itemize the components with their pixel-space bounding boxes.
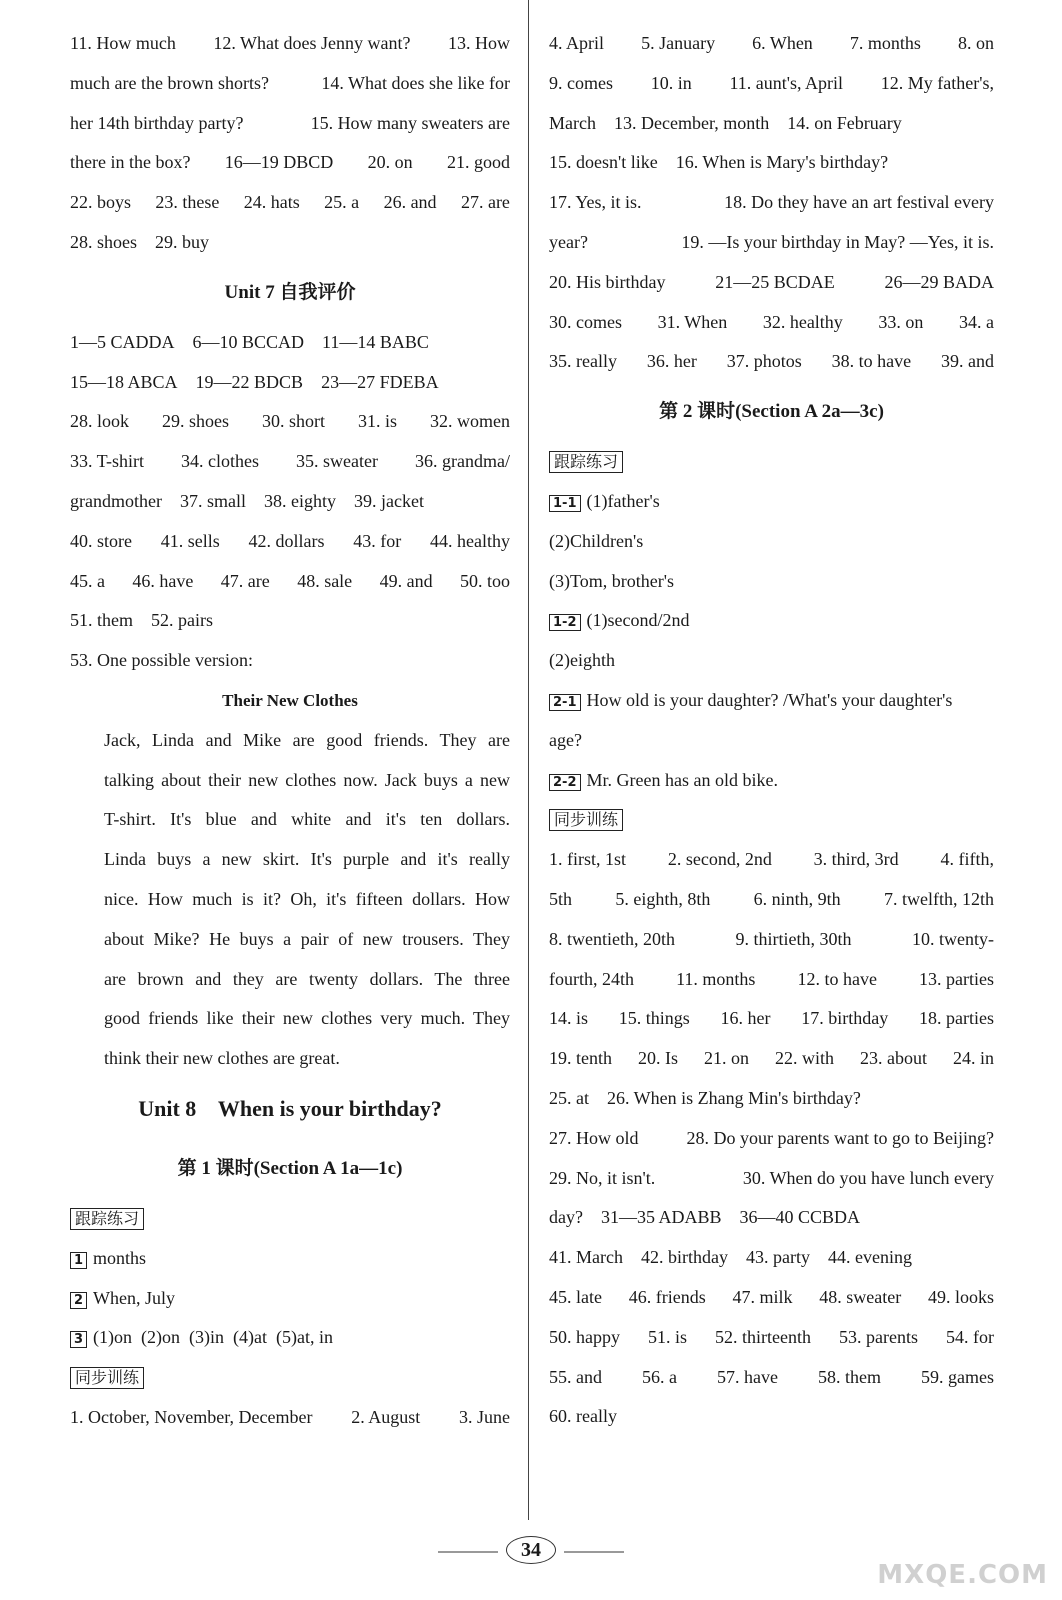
- answer-item: 34. a: [959, 311, 994, 332]
- answer-line: [549, 1278, 994, 1318]
- answer-item: 27. are: [460, 192, 510, 213]
- answer-item: 43. party: [745, 1247, 810, 1268]
- question-number-box: 2-2: [549, 774, 581, 791]
- answer-line: [70, 323, 510, 363]
- answer-item: 11. months: [676, 968, 756, 989]
- answer-item: 49. looks: [927, 1286, 994, 1307]
- answer-item: 4. April: [549, 33, 605, 53]
- answer-line: [549, 1159, 994, 1199]
- answer-item: 32. women: [429, 411, 510, 432]
- answer-line: [549, 64, 994, 104]
- answer-item: 28. shoes: [70, 231, 137, 252]
- answer-item: 23. these: [155, 192, 220, 213]
- answer-item: 44. healthy: [430, 530, 510, 551]
- answer-line: [549, 263, 994, 303]
- answer-item: 43. for: [353, 530, 402, 551]
- answer-item: 11. How much: [70, 33, 176, 53]
- answer-line: [549, 303, 994, 343]
- answer-item: 55. and: [549, 1366, 602, 1387]
- answer-item: 58. them: [817, 1366, 881, 1387]
- essay-line: Jack, Linda and Mike are good friends. They are: [104, 729, 510, 750]
- answer-item: 37. photos: [726, 351, 802, 372]
- answer-item: 12. My father's,: [880, 72, 994, 93]
- answer-item: 57. have: [717, 1366, 778, 1387]
- answer-item: 19—22 BDCB: [195, 371, 304, 392]
- answer-item: 51. is: [648, 1326, 688, 1347]
- answer-item: 7. months: [849, 33, 921, 53]
- answer-item: 42. birthday: [640, 1247, 728, 1268]
- numbered-answer: [70, 1239, 510, 1279]
- answer-item: 54. for: [945, 1326, 994, 1347]
- answer-item: 53. One possible version:: [70, 650, 253, 671]
- question-number-box: 3: [70, 1331, 87, 1348]
- answer-item: 31—35 ADABB: [600, 1207, 722, 1228]
- section-heading: 第 2 课时(Section A 2a—3c): [659, 401, 884, 423]
- answer-line: [549, 223, 994, 263]
- essay-line: Linda buys a new skirt. It's purple and it's really: [104, 849, 510, 870]
- answer-item: 45. late: [549, 1286, 602, 1307]
- answer-item: 37. small: [179, 490, 246, 511]
- answer-item: 14. What does she like for: [321, 72, 510, 93]
- answer-line: [549, 960, 994, 1000]
- answer-item: 16. her: [720, 1008, 771, 1029]
- exercise-tag: [70, 1199, 510, 1239]
- answer-item: 26. and: [383, 192, 437, 213]
- answer-line: [70, 562, 510, 602]
- answer-item: 47. are: [220, 570, 270, 591]
- answer-item: 9. comes: [549, 72, 613, 93]
- answer-item: 51. them: [70, 610, 133, 631]
- answer-item: 23—27 FDEBA: [321, 371, 439, 392]
- column-divider: [528, 0, 529, 1520]
- answer-item: 44. evening: [827, 1247, 912, 1268]
- answer-item: 27. How old: [549, 1127, 639, 1148]
- answer-line: [549, 1039, 994, 1079]
- answer-item: 49. and: [379, 570, 433, 591]
- answer-item: 5. January: [641, 33, 716, 53]
- answer-item: 56. a: [642, 1366, 677, 1387]
- answer-line: (2)Children's: [549, 530, 644, 551]
- question-number-box: 1: [70, 1252, 87, 1269]
- answer-item: 18. Do they have an art festival every: [724, 192, 994, 213]
- answer-item: 32. healthy: [762, 311, 843, 332]
- answer-item: 3. third, 3rd: [813, 849, 899, 870]
- answer-line: [549, 183, 994, 223]
- answer-item: 23. about: [859, 1048, 927, 1069]
- exercise-tag-label: 跟踪练习: [70, 1208, 144, 1230]
- answer-item: 50. happy: [549, 1326, 620, 1347]
- answer-item: 36—40 CCBDA: [739, 1207, 861, 1228]
- answer-item: 38. eighty: [263, 490, 336, 511]
- answer-line: [549, 999, 994, 1039]
- answer-item: 3. June: [458, 1406, 510, 1427]
- answer-line: [549, 1358, 994, 1398]
- answer-item: 34. clothes: [181, 451, 260, 472]
- answer-item: 28. Do your parents want to go to Beijing?: [686, 1127, 994, 1148]
- answer-item: 33. on: [878, 311, 924, 332]
- answer-item: 6. When: [752, 33, 813, 53]
- answer-item: 47. milk: [732, 1286, 793, 1307]
- answer-line: [70, 1398, 510, 1438]
- answer-item: 5th: [549, 888, 573, 909]
- answer-line: [549, 1318, 994, 1358]
- answer-item: 52. thirteenth: [715, 1326, 811, 1347]
- answer-item: 50. too: [459, 570, 510, 591]
- answer-line: [70, 64, 510, 104]
- answer-item: 20. His birthday: [549, 271, 666, 292]
- answer-item: 11. aunt's, April: [729, 72, 844, 93]
- exercise-tag-label: 同步训练: [70, 1367, 144, 1389]
- answer-item: 5. eighth, 8th: [615, 888, 711, 909]
- answer-item: 1. October, November, December: [70, 1406, 313, 1427]
- answer-item: 14. on February: [787, 112, 902, 133]
- answer-line: [549, 104, 994, 144]
- essay-line: think their new clothes are great.: [104, 1048, 340, 1069]
- answer-item: 15—18 ABCA: [70, 371, 178, 392]
- answer-line: [549, 24, 994, 64]
- numbered-answer: [70, 1318, 510, 1358]
- answer-item: 40. store: [70, 530, 132, 551]
- answer-text: (1)father's: [586, 490, 660, 511]
- answer-item: 26—29 BADA: [884, 271, 994, 292]
- answer-item: 41. March: [549, 1247, 623, 1268]
- answer-item: 8. twentieth, 20th: [549, 928, 675, 949]
- answer-item: 16—19 DBCD: [224, 152, 334, 173]
- essay-line: talking about their new clothes now. Jack buys a new: [104, 769, 510, 790]
- numbered-answer: [549, 601, 994, 641]
- answer-item: 52. pairs: [151, 610, 213, 631]
- answer-item: 45. a: [70, 570, 105, 591]
- answer-line: (3)Tom, brother's: [549, 570, 674, 591]
- answer-item: 19. —Is your birthday in May? —Yes, it is.: [681, 231, 994, 252]
- essay-title: Their New Clothes: [222, 690, 358, 710]
- answer-item: 35. sweater: [296, 451, 378, 472]
- answer-item: 8. on: [957, 33, 994, 53]
- answer-item: much are the brown shorts?: [70, 72, 269, 93]
- numbered-answer: [549, 761, 994, 801]
- question-number-box: 2-1: [549, 694, 581, 711]
- answer-item: 29. buy: [155, 231, 209, 252]
- answer-item: 38. to have: [831, 351, 912, 372]
- answer-item: year?: [549, 231, 588, 252]
- answer-line: [70, 183, 510, 223]
- answer-line: [70, 641, 510, 681]
- numbered-answer: [549, 482, 994, 522]
- answer-line: [549, 143, 994, 183]
- answer-item: 1—5 CADDA: [70, 331, 175, 352]
- answer-item: 21. on: [703, 1048, 749, 1069]
- answer-line: [549, 920, 994, 960]
- answer-line: [549, 840, 994, 880]
- answer-line: [70, 363, 510, 403]
- answer-item: 1. first, 1st: [549, 849, 627, 870]
- answer-item: 18. parties: [919, 1008, 994, 1029]
- exercise-tag: [70, 1358, 510, 1398]
- answer-text: months: [93, 1247, 147, 1268]
- essay-line: about Mike? He buys a pair of new trousers. They: [104, 928, 510, 949]
- numbered-answer: [70, 1279, 510, 1319]
- answer-line: [70, 104, 510, 144]
- answer-line: [549, 1238, 994, 1278]
- answer-item: 4. fifth,: [940, 849, 994, 870]
- answer-item: grandmother: [70, 490, 162, 511]
- answer-line: [549, 1198, 994, 1238]
- unit-title: Unit 8 When is your birthday?: [138, 1095, 442, 1121]
- answer-item: 46. friends: [628, 1286, 706, 1307]
- essay-line: T-shirt. It's blue and white and it's ten dollars.: [104, 809, 510, 830]
- answer-item: 14. is: [549, 1008, 589, 1029]
- answer-item: 11—14 BABC: [322, 331, 429, 352]
- answer-item: 26. When is Zhang Min's birthday?: [607, 1087, 861, 1108]
- answer-line: (2)eighth: [549, 650, 615, 671]
- answer-item: 30. comes: [549, 311, 622, 332]
- answer-item: 33. T-shirt: [70, 451, 145, 472]
- right-column: [549, 24, 994, 1437]
- answer-item: 31. When: [657, 311, 728, 332]
- answer-item: 9. thirtieth, 30th: [735, 928, 852, 949]
- answer-line: [70, 482, 510, 522]
- answer-item: 36. her: [646, 351, 697, 372]
- answer-line: [70, 522, 510, 562]
- answer-item: 31. is: [357, 411, 397, 432]
- answer-item: 12. What does Jenny want?: [213, 33, 411, 53]
- question-number-box: 1-2: [549, 614, 581, 631]
- answer-item: 35. really: [549, 351, 617, 372]
- answer-line: [549, 342, 994, 382]
- answer-item: 20. on: [367, 152, 413, 173]
- answer-item: 15. things: [618, 1008, 690, 1029]
- essay-line: nice. How much is it? Oh, it's fifteen dollars. How: [104, 888, 510, 909]
- answer-item: March: [549, 112, 596, 133]
- answer-item: 29. No, it isn't.: [549, 1167, 656, 1188]
- answer-item: 6. ninth, 9th: [753, 888, 841, 909]
- answer-item: 59. games: [920, 1366, 994, 1387]
- essay-line: good friends like their new clothes very much. They: [104, 1008, 510, 1029]
- exercise-tag-label: 跟踪练习: [549, 451, 623, 473]
- answer-line: [70, 402, 510, 442]
- exercise-tag: [549, 442, 994, 482]
- answer-item: 25. at: [549, 1087, 589, 1108]
- answer-item: 30. When do you have lunch every: [742, 1167, 994, 1188]
- answer-item: 39. and: [940, 351, 994, 372]
- answer-line: [549, 1397, 994, 1437]
- footer-ornament-left: [438, 1551, 498, 1553]
- answer-item: 39. jacket: [353, 490, 424, 511]
- answer-item: 2. August: [351, 1406, 421, 1427]
- answer-item: fourth, 24th: [549, 968, 634, 989]
- answer-line: [70, 442, 510, 482]
- answer-item: 22. with: [774, 1048, 834, 1069]
- answer-item: 12. to have: [797, 968, 877, 989]
- answer-line: age?: [549, 729, 582, 750]
- answer-text: When, July: [93, 1287, 176, 1308]
- answer-item: 19. tenth: [549, 1048, 612, 1069]
- essay-line: are brown and they are twenty dollars. The three: [104, 968, 510, 989]
- answer-item: 13. parties: [919, 968, 994, 989]
- answer-item: 42. dollars: [248, 530, 325, 551]
- answer-text: How old is your daughter? /What's your daughter's: [586, 689, 953, 710]
- answer-item: there in the box?: [70, 152, 191, 173]
- answer-item: 13. December, month: [613, 112, 770, 133]
- answer-item: 24. hats: [243, 192, 300, 213]
- answer-item: 29. shoes: [162, 411, 229, 432]
- answer-text: (1)second/2nd: [586, 610, 690, 631]
- answer-item: 15. How many sweaters are: [310, 112, 510, 133]
- page-number: 34: [506, 1536, 556, 1564]
- answer-item: 22. boys: [70, 192, 132, 213]
- answer-item: 13. How: [447, 33, 510, 53]
- answer-item: 25. a: [324, 192, 360, 213]
- watermark: MXQE.COM: [877, 1560, 1048, 1590]
- answer-item: 24. in: [952, 1048, 994, 1069]
- answer-line: [70, 601, 510, 641]
- answer-item: 48. sale: [297, 570, 353, 591]
- answer-item: 17. birthday: [801, 1008, 889, 1029]
- answer-line: [549, 1079, 994, 1119]
- answer-item: 2. second, 2nd: [667, 849, 772, 870]
- answer-item: 60. really: [549, 1406, 617, 1427]
- answer-item: 48. sweater: [819, 1286, 902, 1307]
- answer-item: 30. short: [261, 411, 325, 432]
- exercise-tag-label: 同步训练: [549, 809, 623, 831]
- answer-item: 16. When is Mary's birthday?: [675, 152, 889, 173]
- answer-item: 10. twenty-: [912, 928, 994, 949]
- left-column: [70, 24, 510, 1438]
- answer-line: [70, 143, 510, 183]
- answer-item: 10. in: [650, 72, 692, 93]
- answer-item: 53. parents: [839, 1326, 918, 1347]
- section-heading: Unit 7 自我评价: [224, 281, 356, 303]
- section-heading: 第 1 课时(Section A 1a—1c): [177, 1157, 403, 1179]
- footer-ornament-right: [564, 1551, 624, 1553]
- answer-item: day?: [549, 1207, 583, 1228]
- answer-line: [70, 223, 510, 263]
- question-number-box: 1-1: [549, 495, 581, 512]
- answer-text: (1)on (2)on (3)in (4)at (5)at, in: [93, 1327, 333, 1348]
- answer-item: her 14th birthday party?: [70, 112, 244, 133]
- numbered-answer: [549, 681, 994, 721]
- answer-item: 15. doesn't like: [549, 152, 658, 173]
- answer-item: 41. sells: [160, 530, 220, 551]
- answer-text: Mr. Green has an old bike.: [586, 769, 778, 790]
- answer-item: 21—25 BCDAE: [715, 271, 835, 292]
- answer-item: 46. have: [132, 570, 194, 591]
- answer-line: [549, 880, 994, 920]
- answer-item: 7. twelfth, 12th: [883, 888, 994, 909]
- answer-item: 6—10 BCCAD: [192, 331, 305, 352]
- answer-line: [70, 24, 510, 64]
- answer-item: 20. Is: [637, 1048, 678, 1069]
- answer-item: 21. good: [446, 152, 510, 173]
- exercise-tag: [549, 800, 994, 840]
- answer-line: [549, 1119, 994, 1159]
- answer-item: 17. Yes, it is.: [549, 192, 642, 213]
- answer-item: 28. look: [70, 411, 130, 432]
- question-number-box: 2: [70, 1292, 87, 1309]
- answer-item: 36. grandma/: [414, 451, 510, 472]
